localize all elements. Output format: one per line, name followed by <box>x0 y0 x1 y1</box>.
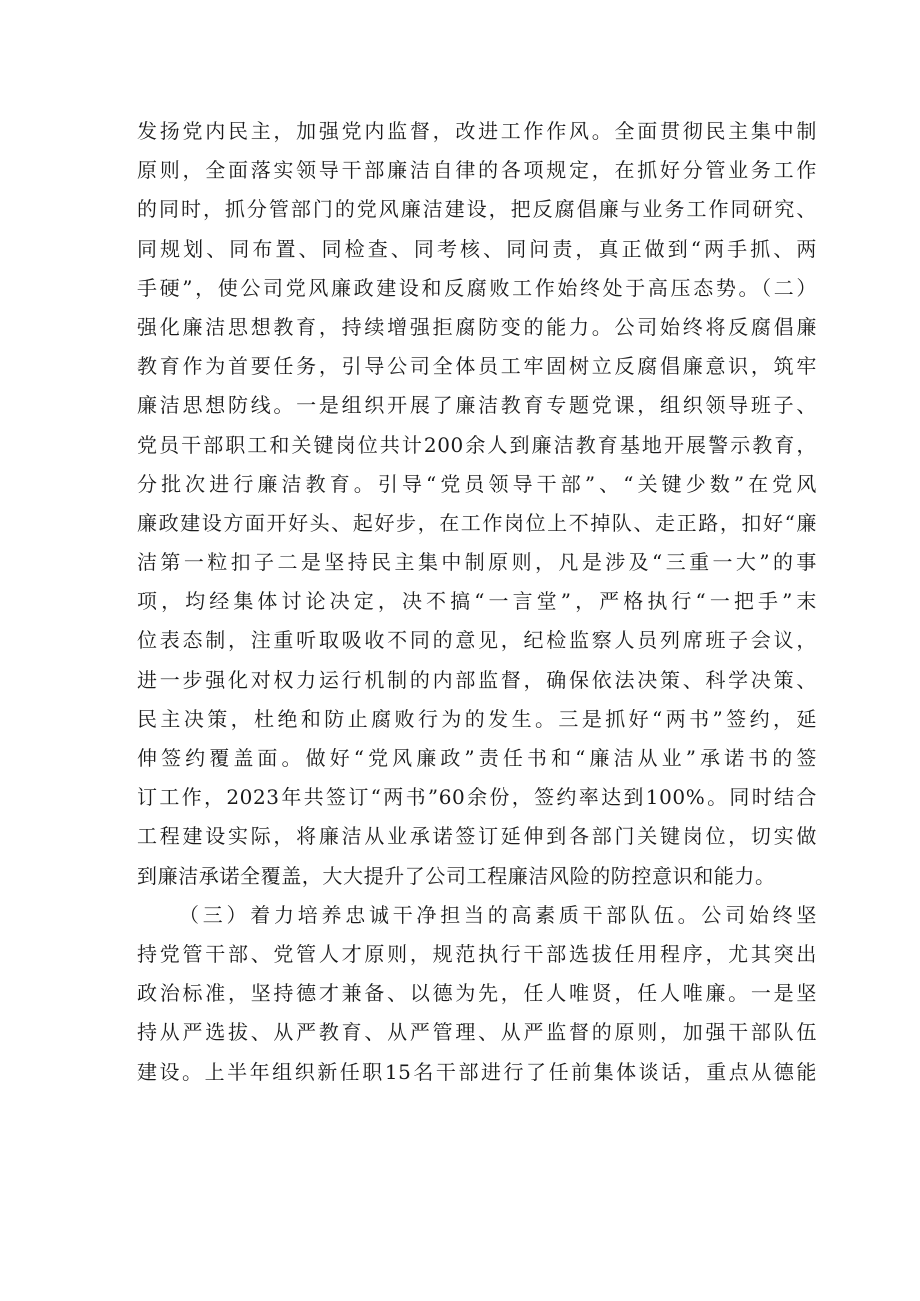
text-line: 伸签约覆盖面。做好“党风廉政”责任书和“廉洁从业”承诺书的签 <box>137 746 817 770</box>
text-line: 洁第一粒扣子二是坚持民主集中制原则，凡是涉及“三重一大”的事 <box>137 550 817 575</box>
text-line: 项，均经集体讨论决定，决不搞“一言堂”，严格执行“一把手”末 <box>137 589 817 614</box>
text-line: 原则，全面落实领导干部廉洁自律的各项规定，在抓好分管业务工作 <box>137 158 817 183</box>
text-line: 发扬党内民主，加强党内监督，改进工作作风。全面贯彻民主集中制 <box>137 119 817 143</box>
text-line: 位表态制，注重听取吸收不同的意见，纪检监察人员列席班子会议， <box>137 628 817 653</box>
section-heading-line: （三）着力培养忠诚干净担当的高素质干部队伍。公司始终坚 <box>179 902 817 927</box>
text-line: 廉政建设方面开好头、起好步，在工作岗位上不掉队、走正路，扣好“廉 <box>137 510 817 535</box>
text-line: 分批次进行廉洁教育。引导“党员领导干部”、“关键少数”在党风 <box>137 471 817 496</box>
text-line: 订工作，2023年共签订“两书”60余份，签约率达到100%。同时结合 <box>137 785 817 810</box>
text-line: 持从严选拔、从严教育、从严管理、从严监督的原则，加强干部队伍 <box>137 1020 817 1045</box>
text-line: 党员干部职工和关键岗位共计200余人到廉洁教育基地开展警示教育， <box>137 432 817 457</box>
text-line: 教育作为首要任务，引导公司全体员工牢固树立反腐倡廉意识，筑牢 <box>137 354 817 379</box>
text-line: 政治标准，坚持德才兼备、以德为先，任人唯贤，任人唯廉。一是坚 <box>137 981 817 1006</box>
text-line: 到廉洁承诺全覆盖，大大提升了公司工程廉洁风险的防控意识和能力。 <box>137 863 776 888</box>
text-line: 进一步强化对权力运行机制的内部监督，确保依法决策、科学决策、 <box>137 667 817 692</box>
text-line: 持党管干部、党管人才原则，规范执行干部选拔任用程序，尤其突出 <box>137 941 817 966</box>
text-line: 强化廉洁思想教育，持续增强拒腐防变的能力。公司始终将反腐倡廉 <box>137 314 817 339</box>
text-line: 廉洁思想防线。一是组织开展了廉洁教育专题党课，组织领导班子、 <box>137 393 817 418</box>
text-line: 民主决策，杜绝和防止腐败行为的发生。三是抓好“两书”签约，延 <box>137 706 817 731</box>
body-text <box>137 112 817 1092</box>
text-line: 的同时，抓分管部门的党风廉洁建设，把反腐倡廉与业务工作同研究、 <box>137 197 817 222</box>
text-line: 同规划、同布置、同检查、同考核、同问责，真正做到“两手抓、两 <box>137 236 817 261</box>
text-line: 手硬”，使公司党风廉政建设和反腐败工作始终处于高压态势。（二） <box>137 275 817 300</box>
text-line: 建设。上半年组织新任职15名干部进行了任前集体谈话，重点从德能 <box>137 1059 817 1084</box>
text-line: 工程建设实际，将廉洁从业承诺签订延伸到各部门关键岗位，切实做 <box>137 824 817 849</box>
